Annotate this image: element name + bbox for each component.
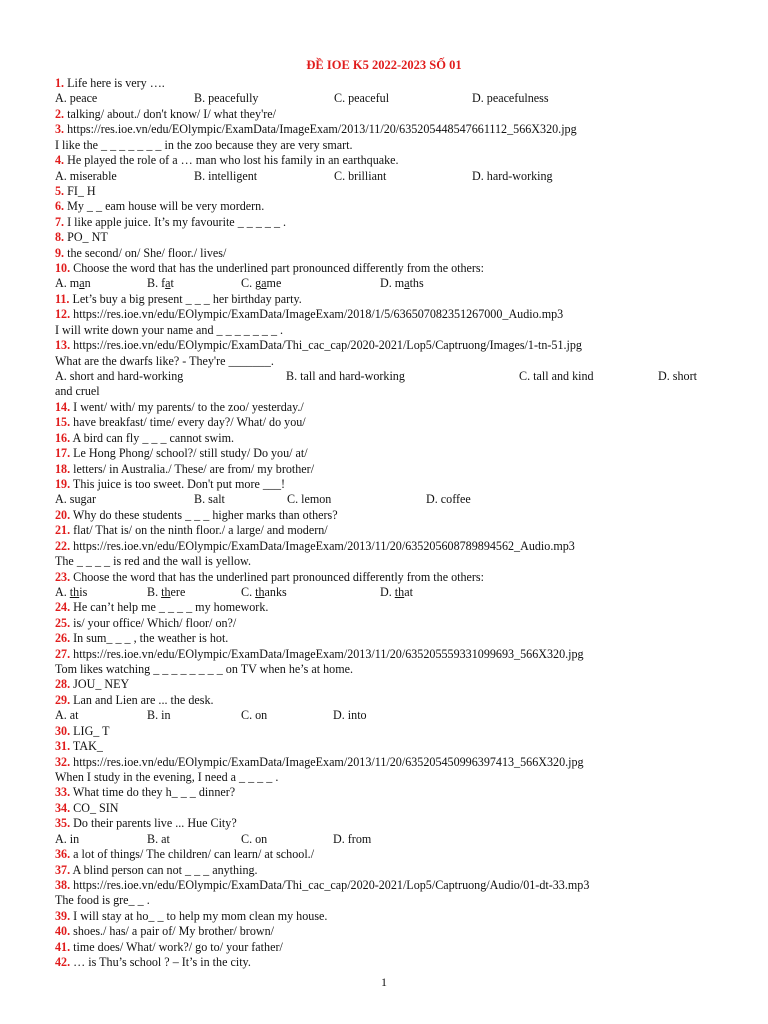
page-number: 1 bbox=[381, 975, 387, 989]
question-line bbox=[55, 107, 715, 122]
question-text: https://res.ioe.vn/edu/EOlympic/ExamData/ImageExam/2018/1/5/636507082351267000_Audio.mp3 bbox=[70, 307, 564, 322]
answer-options bbox=[55, 832, 715, 847]
question-line bbox=[55, 338, 715, 353]
question-number: 34. bbox=[55, 800, 71, 815]
question-line bbox=[55, 76, 715, 91]
underlined-part: a bbox=[404, 276, 410, 291]
question-text: This juice is too sweet. Don't put more ___! bbox=[70, 476, 286, 491]
answer-option: D. into bbox=[333, 708, 367, 723]
question-number: 7. bbox=[55, 214, 65, 229]
question-number: 24. bbox=[55, 600, 71, 615]
question-text: Life here is very …. bbox=[64, 76, 165, 90]
underlined-part: th bbox=[255, 584, 265, 599]
question-number: 42. bbox=[55, 955, 71, 970]
question-prompt-line: When I study in the evening, I need a _ _ _ _ . bbox=[55, 769, 279, 784]
question-line bbox=[55, 477, 715, 492]
answer-option: B. salt bbox=[194, 492, 225, 507]
question-text: https://res.ioe.vn/edu/EOlympic/ExamData/ImageExam/2013/11/20/635205448547661112_566X320.jpg bbox=[64, 122, 577, 137]
question-number: 9. bbox=[55, 245, 65, 260]
question-number: 35. bbox=[55, 816, 71, 831]
question-text: CO_ SIN bbox=[70, 800, 119, 815]
question-line bbox=[55, 816, 715, 831]
answer-option: A. this bbox=[55, 584, 88, 599]
question-number: 16. bbox=[55, 430, 71, 445]
question-text: Le Hong Phong/ school?/ still study/ Do you/ at/ bbox=[70, 446, 308, 461]
question-text: He played the role of a … man who lost his family in an earthquake. bbox=[64, 153, 399, 168]
question-line bbox=[55, 570, 715, 585]
question-number: 23. bbox=[55, 569, 71, 584]
answer-option: D. from bbox=[333, 831, 372, 846]
question-number: 33. bbox=[55, 785, 71, 800]
question-line bbox=[55, 400, 715, 415]
question-line bbox=[55, 631, 715, 646]
question-text: FI_ H bbox=[64, 183, 96, 198]
question-number: 21. bbox=[55, 523, 71, 538]
question-number: 18. bbox=[55, 461, 71, 476]
answer-options bbox=[55, 91, 715, 106]
question-line bbox=[55, 863, 715, 878]
question-text: TAK_ bbox=[70, 739, 103, 754]
question-text: Lan and Lien are ... the desk. bbox=[70, 692, 214, 707]
question-line bbox=[55, 955, 715, 970]
question-text: https://res.ioe.vn/edu/EOlympic/ExamData/ImageExam/2013/11/20/635205559331099693_566X320.jpg bbox=[70, 646, 584, 661]
answer-option: A. man bbox=[55, 276, 91, 291]
answer-option: A. at bbox=[55, 708, 79, 723]
underlined-part: th bbox=[394, 584, 405, 599]
question-text: JOU_ NEY bbox=[70, 677, 130, 692]
question-line bbox=[55, 801, 715, 816]
question-line bbox=[55, 462, 715, 477]
question-number: 3. bbox=[55, 122, 65, 137]
question-number: 39. bbox=[55, 908, 71, 923]
answer-option: B. fat bbox=[147, 276, 174, 291]
question-number: 37. bbox=[55, 862, 71, 877]
question-number: 20. bbox=[55, 507, 71, 522]
question-text: I will stay at ho_ _ to help my mom clean my house. bbox=[70, 908, 328, 923]
question-number: 4. bbox=[55, 153, 65, 168]
question-line bbox=[55, 508, 715, 523]
underlined-part: a bbox=[261, 276, 267, 291]
question-text: letters/ in Australia./ These/ are from/ my brother/ bbox=[70, 461, 315, 476]
answer-option: C. on bbox=[241, 708, 268, 723]
question-number: 29. bbox=[55, 692, 71, 707]
underlined-part: a bbox=[79, 276, 85, 291]
page-title: ĐỀ IOE K5 2022-2023 SỐ 01 bbox=[306, 58, 462, 72]
question-prompt-line: The food is gre_ _ . bbox=[55, 893, 150, 908]
question-number: 1. bbox=[55, 76, 65, 90]
question-prompt-line: and cruel bbox=[55, 384, 100, 399]
question-number: 17. bbox=[55, 446, 71, 461]
question-list bbox=[55, 76, 715, 970]
answer-option: D. peacefulness bbox=[472, 91, 549, 106]
question-line bbox=[55, 647, 715, 662]
question-text: I like apple juice. It’s my favourite _ _ _ _ _ . bbox=[64, 214, 287, 229]
question-number: 26. bbox=[55, 631, 71, 646]
question-text: have breakfast/ time/ every day?/ What/ do you/ bbox=[70, 415, 306, 430]
question-text: Let’s buy a big present _ _ _ her birthday party. bbox=[69, 291, 302, 306]
question-number: 12. bbox=[55, 307, 71, 322]
question-line bbox=[55, 693, 715, 708]
question-number: 19. bbox=[55, 476, 71, 491]
question-line bbox=[55, 724, 715, 739]
question-line bbox=[55, 878, 715, 893]
question-number: 41. bbox=[55, 939, 71, 954]
answer-options bbox=[55, 585, 715, 600]
question-line bbox=[55, 261, 715, 276]
question-number: 28. bbox=[55, 677, 71, 692]
answer-option: C. tall and kind bbox=[519, 369, 594, 384]
answer-option: B. peacefully bbox=[194, 91, 259, 106]
question-number: 30. bbox=[55, 723, 71, 738]
question-text: talking/ about./ don't know/ I/ what they're/ bbox=[64, 106, 277, 121]
question-text: Do their parents live ... Hue City? bbox=[70, 816, 237, 831]
answer-option: C. peaceful bbox=[334, 91, 390, 106]
answer-option: A. peace bbox=[55, 91, 98, 106]
question-line bbox=[55, 199, 715, 214]
question-line bbox=[55, 785, 715, 800]
question-text: https://res.ioe.vn/edu/EOlympic/ExamData/ImageExam/2013/11/20/635205608789894562_Audio.mp3 bbox=[70, 538, 575, 553]
answer-options bbox=[55, 492, 715, 507]
answer-option: C. thanks bbox=[241, 584, 287, 599]
question-text: https://res.ioe.vn/edu/EOlympic/ExamData/Thi_cac_cap/2020-2021/Lop5/Captruong/Images/1-tn-51.jpg bbox=[70, 338, 582, 353]
answer-option: D. maths bbox=[380, 276, 424, 291]
question-text: time does/ What/ work?/ go to/ your father/ bbox=[70, 939, 283, 954]
question-text: Choose the word that has the underlined part pronounced differently from the others: bbox=[70, 569, 484, 584]
question-number: 40. bbox=[55, 924, 71, 939]
question-number: 14. bbox=[55, 399, 71, 414]
question-line bbox=[55, 909, 715, 924]
question-line bbox=[55, 739, 715, 754]
answer-option: B. tall and hard-working bbox=[286, 369, 405, 384]
question-number: 32. bbox=[55, 754, 71, 769]
question-text: Choose the word that has the underlined part pronounced differently from the others: bbox=[70, 261, 484, 276]
question-line bbox=[55, 924, 715, 939]
question-number: 2. bbox=[55, 106, 65, 121]
question-number: 27. bbox=[55, 646, 71, 661]
question-number: 8. bbox=[55, 230, 65, 245]
question-line bbox=[55, 215, 715, 230]
question-number: 6. bbox=[55, 199, 65, 214]
answer-option: B. intelligent bbox=[194, 168, 258, 183]
answer-option: D. short bbox=[658, 369, 697, 384]
question-line bbox=[55, 616, 715, 631]
question-text: is/ your office/ Which/ floor/ on?/ bbox=[70, 615, 237, 630]
question-number: 10. bbox=[55, 261, 71, 276]
question-line bbox=[55, 230, 715, 245]
answer-option: C. game bbox=[241, 276, 282, 291]
question-line bbox=[55, 523, 715, 538]
answer-options bbox=[55, 276, 715, 291]
question-text: What time do they h_ _ _ dinner? bbox=[70, 785, 236, 800]
question-line bbox=[55, 755, 715, 770]
answer-option: A. sugar bbox=[55, 492, 96, 507]
answer-option: B. there bbox=[147, 584, 186, 599]
question-text: A blind person can not _ _ _ anything. bbox=[70, 862, 258, 877]
question-line bbox=[55, 600, 715, 615]
question-text: the second/ on/ She/ floor./ lives/ bbox=[64, 245, 227, 260]
question-text: PO_ NT bbox=[64, 230, 108, 245]
question-line bbox=[55, 847, 715, 862]
question-line bbox=[55, 431, 715, 446]
question-prompt-line: I like the _ _ _ _ _ _ _ in the zoo because they are very smart. bbox=[55, 137, 353, 152]
question-text: He can’t help me _ _ _ _ my homework. bbox=[70, 600, 269, 615]
answer-option: A. in bbox=[55, 831, 80, 846]
question-line bbox=[55, 446, 715, 461]
question-line bbox=[55, 122, 715, 137]
question-line bbox=[55, 415, 715, 430]
question-prompt-line: What are the dwarfs like? - They're _______. bbox=[55, 353, 274, 368]
answer-option: D. hard-working bbox=[472, 168, 553, 183]
answer-option: C. brilliant bbox=[334, 168, 387, 183]
question-line bbox=[55, 940, 715, 955]
question-text: In sum_ _ _ , the weather is hot. bbox=[70, 631, 229, 646]
answer-option: A. short and hard-working bbox=[55, 369, 184, 384]
question-text: a lot of things/ The children/ can learn/ at school./ bbox=[70, 847, 315, 862]
question-line bbox=[55, 153, 715, 168]
question-number: 13. bbox=[55, 338, 71, 353]
question-text: https://res.ioe.vn/edu/EOlympic/ExamData/ImageExam/2013/11/20/635205450996397413_566X320.jpg bbox=[70, 754, 584, 769]
underlined-part: th bbox=[69, 584, 80, 599]
question-text: shoes./ has/ a pair of/ My brother/ brown/ bbox=[70, 924, 275, 939]
answer-option: A. miserable bbox=[55, 168, 117, 183]
answer-option: D. coffee bbox=[426, 492, 471, 507]
question-text: Why do these students _ _ _ higher marks than others? bbox=[70, 507, 338, 522]
underlined-part: th bbox=[161, 584, 171, 599]
question-line bbox=[55, 292, 715, 307]
question-line bbox=[55, 539, 715, 554]
question-prompt-line: Tom likes watching _ _ _ _ _ _ _ _ on TV when he’s at home. bbox=[55, 662, 353, 677]
question-line bbox=[55, 184, 715, 199]
question-number: 22. bbox=[55, 538, 71, 553]
question-number: 31. bbox=[55, 739, 71, 754]
question-text: I went/ with/ my parents/ to the zoo/ yesterday./ bbox=[70, 399, 304, 414]
question-text: A bird can fly _ _ _ cannot swim. bbox=[70, 430, 235, 445]
question-text: https://res.ioe.vn/edu/EOlympic/ExamData/Thi_cac_cap/2020-2021/Lop5/Captruong/Audio/01-dt-33.mp3 bbox=[70, 877, 590, 892]
question-text: flat/ That is/ on the ninth floor./ a large/ and modern/ bbox=[70, 523, 328, 538]
question-number: 25. bbox=[55, 615, 71, 630]
question-prompt-line: The _ _ _ _ is red and the wall is yellow. bbox=[55, 554, 252, 569]
question-number: 11. bbox=[55, 291, 70, 306]
answer-option: C. on bbox=[241, 831, 268, 846]
question-line bbox=[55, 677, 715, 692]
answer-option: D. that bbox=[380, 584, 413, 599]
answer-options bbox=[55, 169, 715, 184]
answer-option: C. lemon bbox=[287, 492, 332, 507]
underlined-part: a bbox=[165, 276, 171, 291]
question-text: … is Thu’s school ? – It’s in the city. bbox=[70, 955, 251, 970]
question-text: My _ _ eam house will be very mordern. bbox=[64, 199, 265, 214]
question-number: 36. bbox=[55, 847, 71, 862]
question-number: 5. bbox=[55, 183, 65, 198]
question-number: 15. bbox=[55, 415, 71, 430]
question-line bbox=[55, 307, 715, 322]
answer-option: B. at bbox=[147, 831, 170, 846]
answer-option: B. in bbox=[147, 708, 171, 723]
question-number: 38. bbox=[55, 877, 71, 892]
question-line bbox=[55, 246, 715, 261]
question-prompt-line: I will write down your name and _ _ _ _ _ _ _ . bbox=[55, 322, 284, 337]
question-text: LIG_ T bbox=[70, 723, 110, 738]
answer-options bbox=[55, 708, 715, 723]
answer-options bbox=[55, 369, 715, 384]
